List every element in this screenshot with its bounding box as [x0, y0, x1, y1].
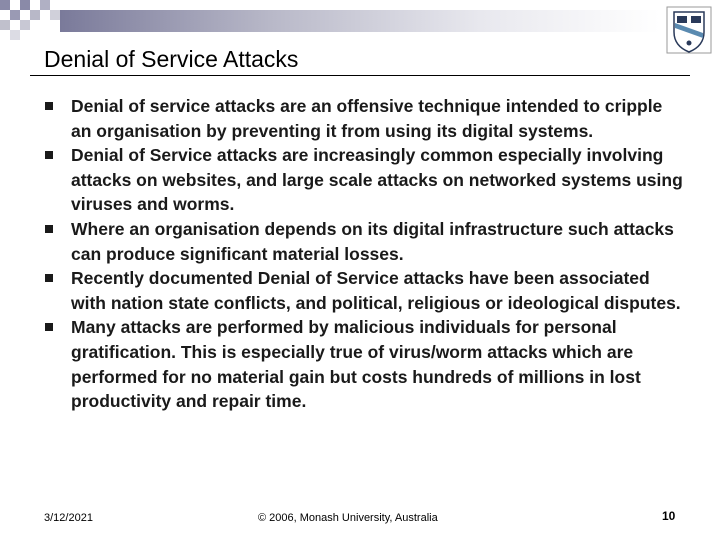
- bullet-text: Recently documented Denial of Service attacks have been associated with nation state conflicts, and political, religious or ideological disputes.: [71, 268, 681, 313]
- square-bullet-icon: [45, 274, 53, 282]
- university-crest-icon: [666, 6, 712, 56]
- page-number: 10: [662, 509, 676, 523]
- bullet-item: [44, 315, 684, 413]
- footer-date: 3/12/2021: [44, 512, 93, 524]
- checkerboard-decoration: [0, 0, 60, 40]
- square-bullet-icon: [45, 323, 53, 331]
- bullet-item: [44, 266, 684, 315]
- bullet-text: Where an organisation depends on its digital infrastructure such attacks can produce significant material losses.: [71, 218, 674, 264]
- bullet-item: [44, 143, 684, 217]
- square-bullet-icon: [45, 225, 53, 233]
- header-gradient-bar: [60, 10, 660, 32]
- title-divider: [30, 75, 690, 76]
- bullet-item: [44, 217, 684, 266]
- bullet-text: Denial of Service attacks are increasingly common especially involving attacks on websites, and large scale attacks on networked systems using viruses and worms.: [71, 145, 683, 215]
- square-bullet-icon: [45, 151, 53, 159]
- bullet-list: [44, 94, 684, 414]
- bullet-text: Denial of service attacks are an offensive technique intended to cripple an organisation by preventing it from using its digital systems.: [71, 96, 663, 141]
- footer-copyright: © 2006, Monash University, Australia: [258, 512, 438, 524]
- square-bullet-icon: [45, 102, 53, 110]
- slide-title: Denial of Service Attacks: [44, 46, 299, 72]
- bullet-text: Many attacks are performed by malicious individuals for personal gratification. This is especially true of virus/worm attacks which are performed for no material gain but costs hundreds of millions in lost productivity and repair time.: [71, 317, 641, 412]
- bullet-item: [44, 94, 684, 143]
